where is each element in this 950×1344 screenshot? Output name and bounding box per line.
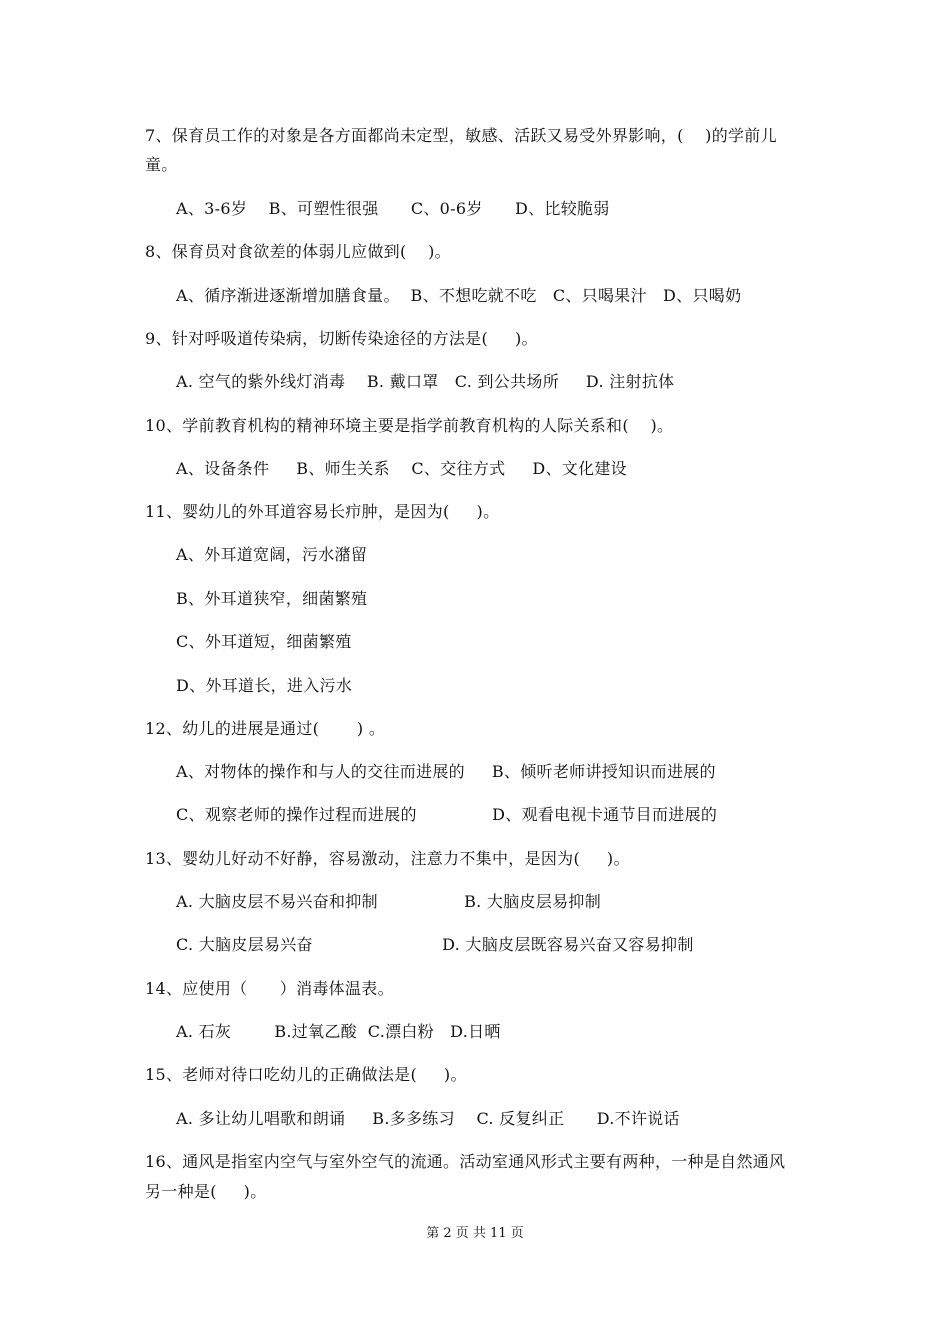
question-13-options-row2: C. 大脑皮层易兴奋 D. 大脑皮层既容易兴奋又容易抑制 [176, 935, 694, 954]
question-9-stem: 9、针对呼吸道传染病，切断传染途径的方法是( )。 [145, 329, 538, 348]
question-12-options-row2: C、观察老师的操作过程而进展的 D、观看电视卡通节目而进展的 [176, 805, 718, 824]
question-10-options: A、设备条件 B、师生关系 C、交往方式 D、文化建设 [176, 459, 627, 478]
question-8-stem: 8、保育员对食欲差的体弱儿应做到( )。 [145, 242, 451, 261]
question-13-options-row1: A. 大脑皮层不易兴奋和抑制 B. 大脑皮层易抑制 [176, 892, 602, 911]
question-11-option-d: D、外耳道长，进入污水 [176, 676, 353, 695]
question-7-options: A、3-6岁 B、可塑性很强 C、0-6岁 D、比较脆弱 [176, 199, 610, 218]
question-15-stem: 15、老师对待口吃幼儿的正确做法是( )。 [145, 1065, 467, 1084]
question-7-stem-line1: 7、保育员工作的对象是各方面都尚未定型，敏感、活跃又易受外界影响，( )的学前儿 [145, 126, 777, 145]
question-11-stem: 11、婴幼儿的外耳道容易长疖肿，是因为( )。 [145, 502, 500, 521]
question-14-stem: 14、应使用（ ）消毒体温表。 [145, 979, 394, 998]
question-7-stem-line2: 童。 [145, 155, 178, 174]
question-16-stem-line2: 另一种是( )。 [145, 1182, 267, 1201]
question-12-options-row1: A、对物体的操作和与人的交往而进展的 B、倾听老师讲授知识而进展的 [176, 762, 716, 781]
question-10-stem: 10、学前教育机构的精神环境主要是指学前教育机构的人际关系和( )。 [145, 416, 674, 435]
question-15-options: A. 多让幼儿唱歌和朗诵 B.多多练习 C. 反复纠正 D.不许说话 [176, 1109, 680, 1128]
question-14-options: A. 石灰 B.过氧乙酸 C.漂白粉 D.日晒 [176, 1022, 501, 1041]
page-number-footer: 第 2 页 共 11 页 [426, 1226, 524, 1241]
question-11-option-b: B、外耳道狭窄，细菌繁殖 [176, 589, 368, 608]
question-13-stem: 13、婴幼儿好动不好静，容易激动，注意力不集中，是因为( )。 [145, 849, 630, 868]
question-8-options: A、循序渐进逐渐增加膳食量。 B、不想吃就不吃 C、只喝果汁 D、只喝奶 [176, 286, 742, 305]
question-9-options: A. 空气的紫外线灯消毒 B. 戴口罩 C. 到公共场所 D. 注射抗体 [176, 372, 675, 391]
question-11-option-c: C、外耳道短，细菌繁殖 [176, 632, 352, 651]
question-11-option-a: A、外耳道宽阔，污水潴留 [176, 545, 368, 564]
question-16-stem-line1: 16、通风是指室内空气与室外空气的流通。活动室通风形式主要有两种，一种是自然通风 [145, 1152, 786, 1171]
question-12-stem: 12、幼儿的进展是通过( ) 。 [145, 719, 386, 738]
